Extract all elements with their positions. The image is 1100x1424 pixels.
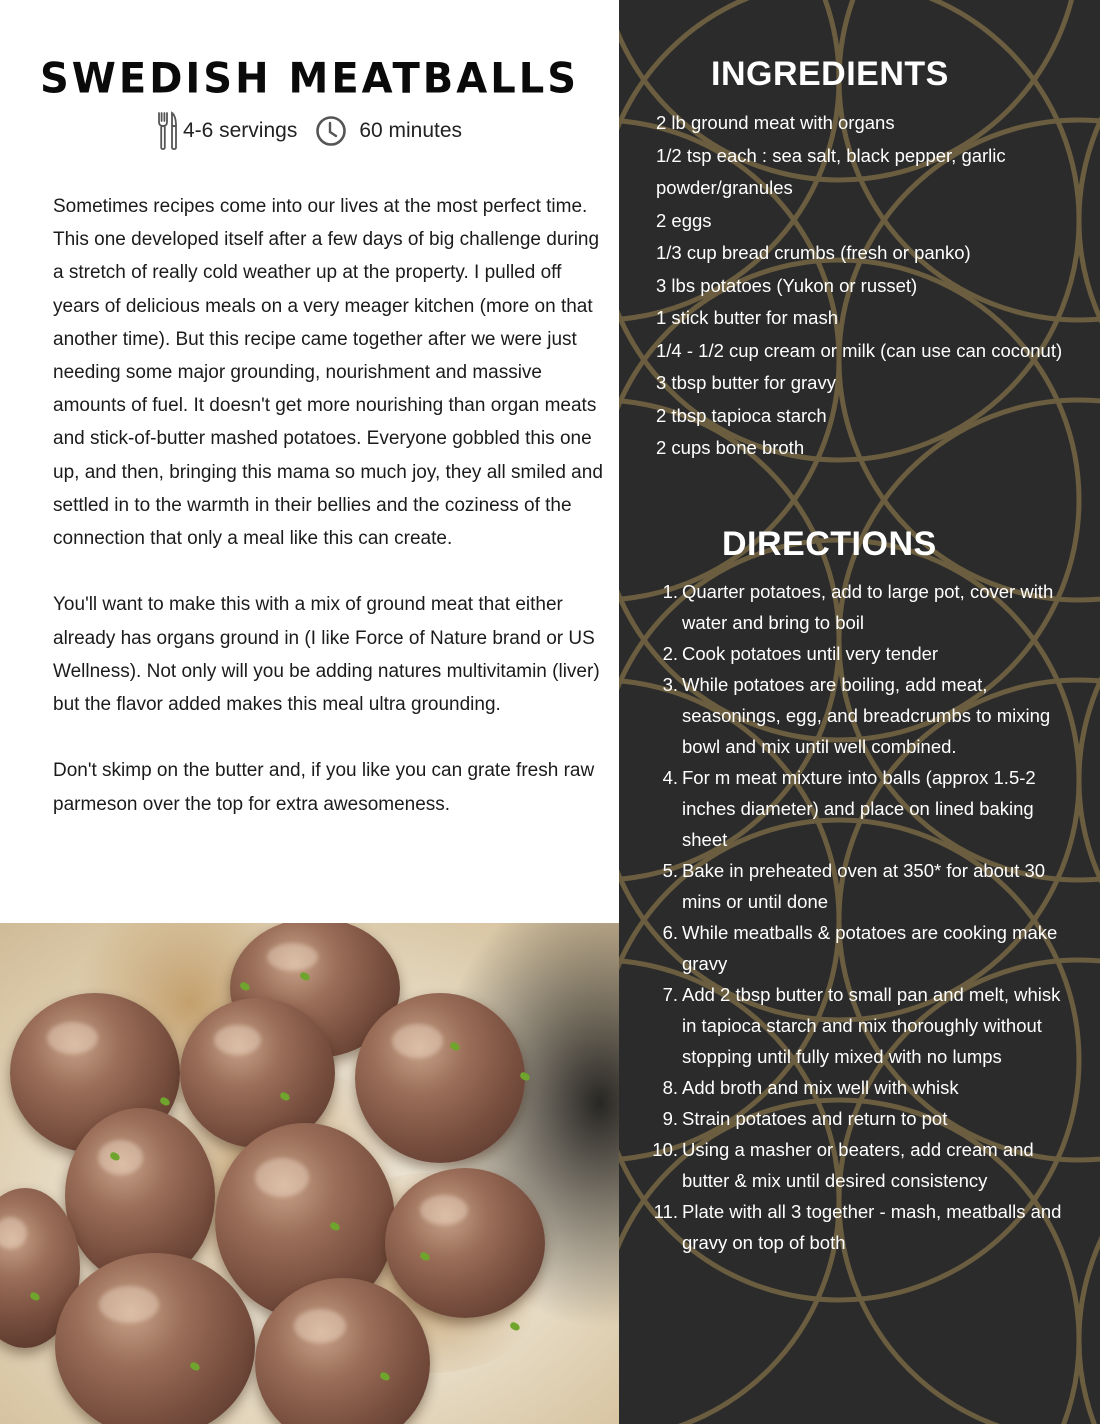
intro-paragraph: You'll want to make this with a mix of ground meat that either already has organs ground in (I like Force of Nature brand or US Wellness). Not only will you be adding natures multivitamin (liver) but the flavor added makes this meal ultra grounding.	[53, 594, 600, 716]
intro-paragraph: Sometimes recipes come into our lives at the most perfect time. This one developed itself after a few days of big challenge during a stretch of really cold weather up at the property. I pulled off years of delicious meals on a very meager kitchen (more on that another time). But this recipe came together after we were just needing some major grounding, nourishment and massive amounts of fuel. It doesn't get more nourishing than organ meats and stick-of-butter mashed potatoes. Everyone gobbled this one up, and then, bringing this mama so much joy, they all smiled and settled in to the warmth in their bellies and the coziness of the connection that only a meal like this can create.	[53, 196, 603, 550]
servings-text: 4-6 servings	[182, 119, 298, 142]
time-text: 60 minutes	[359, 119, 463, 142]
ingredient-item: 3 lbs potatoes (Yukon or russet)	[656, 274, 918, 296]
direction-step	[649, 638, 1069, 669]
direction-step	[649, 979, 1069, 1072]
direction-step	[649, 1072, 1069, 1103]
ingredients-heading: INGREDIENTS	[711, 55, 949, 93]
step-number: 7.	[662, 984, 678, 1005]
step-text: While meatballs & potatoes are cooking make gravy	[682, 922, 1058, 974]
step-number: 4.	[662, 767, 678, 788]
step-text: Using a masher or beaters, add cream and butter & mix until desired consistency	[682, 1139, 1034, 1191]
ingredient-item: 2 tbsp tapioca starch	[656, 404, 827, 426]
direction-step	[649, 855, 1069, 917]
step-number: 10.	[652, 1139, 678, 1160]
direction-step	[649, 1196, 1069, 1258]
step-number: 5.	[662, 860, 678, 881]
ingredient-item: 3 tbsp butter for gravy	[656, 372, 836, 393]
step-number: 6.	[662, 922, 678, 943]
ingredient-item: 2 eggs	[656, 209, 712, 231]
direction-step	[649, 762, 1069, 855]
recipe-title: SWEDISH MEATBALLS	[39, 54, 580, 104]
directions-heading: DIRECTIONS	[722, 525, 937, 563]
intro-text	[53, 190, 603, 854]
meatballs-photo	[0, 923, 619, 1424]
direction-step	[649, 669, 1069, 762]
ingredient-item: 1/4 - 1/2 cup cream or milk (can use can coconut)	[656, 339, 1063, 361]
step-text: Bake in preheated oven at 350* for about 30 mins or until done	[682, 860, 1046, 912]
ingredients-list	[656, 107, 1076, 465]
step-text: While potatoes are boiling, add meat, seasonings, egg, and breadcrumbs to mixing bowl and mix until well combined.	[682, 674, 1051, 757]
clock-icon	[315, 115, 347, 147]
ingredient-item: 1/3 cup bread crumbs (fresh or panko)	[656, 242, 971, 263]
step-text: Cook potatoes until very tender	[682, 643, 939, 664]
step-number: 8.	[662, 1077, 678, 1098]
ingredient-item: 2 cups bone broth	[656, 437, 805, 458]
direction-step	[649, 576, 1069, 638]
direction-step	[649, 917, 1069, 979]
intro-paragraph: Don't skimp on the butter and, if you like you can grate fresh raw parmeson over the top for extra awesomeness.	[53, 760, 595, 815]
ingredient-item: 2 lb ground meat with organs	[656, 112, 895, 133]
step-text: For m meat mixture into balls (approx 1.5-2 inches diameter) and place on lined baking sheet	[682, 767, 1036, 850]
directions-list	[649, 576, 1069, 1258]
step-number: 11.	[653, 1201, 678, 1222]
recipe-meta	[0, 110, 619, 152]
step-number: 9.	[662, 1108, 678, 1129]
step-text: Quarter potatoes, add to large pot, cover with water and bring to boil	[682, 581, 1054, 633]
time-info	[315, 115, 462, 147]
step-text: Add 2 tbsp butter to small pan and melt, whisk in tapioca starch and mix thoroughly without stopping until fully mixed with no lumps	[682, 984, 1061, 1067]
step-number: 3.	[662, 674, 678, 695]
step-text: Strain potatoes and return to pot	[682, 1108, 948, 1129]
direction-step	[649, 1134, 1069, 1196]
step-text: Plate with all 3 together - mash, meatballs and gravy on top of both	[682, 1201, 1062, 1253]
fork-knife-icon	[157, 110, 179, 152]
direction-step	[649, 1103, 1069, 1134]
ingredient-item: 1/2 tsp each : sea salt, black pepper, garlic powder/granules	[656, 144, 1006, 198]
recipe-details-panel	[619, 0, 1100, 1424]
servings-info	[157, 110, 297, 152]
step-number: 1.	[662, 581, 678, 602]
step-text: Add broth and mix well with whisk	[682, 1077, 959, 1098]
step-number: 2.	[662, 643, 678, 664]
ingredient-item: 1 stick butter for mash	[656, 307, 838, 328]
